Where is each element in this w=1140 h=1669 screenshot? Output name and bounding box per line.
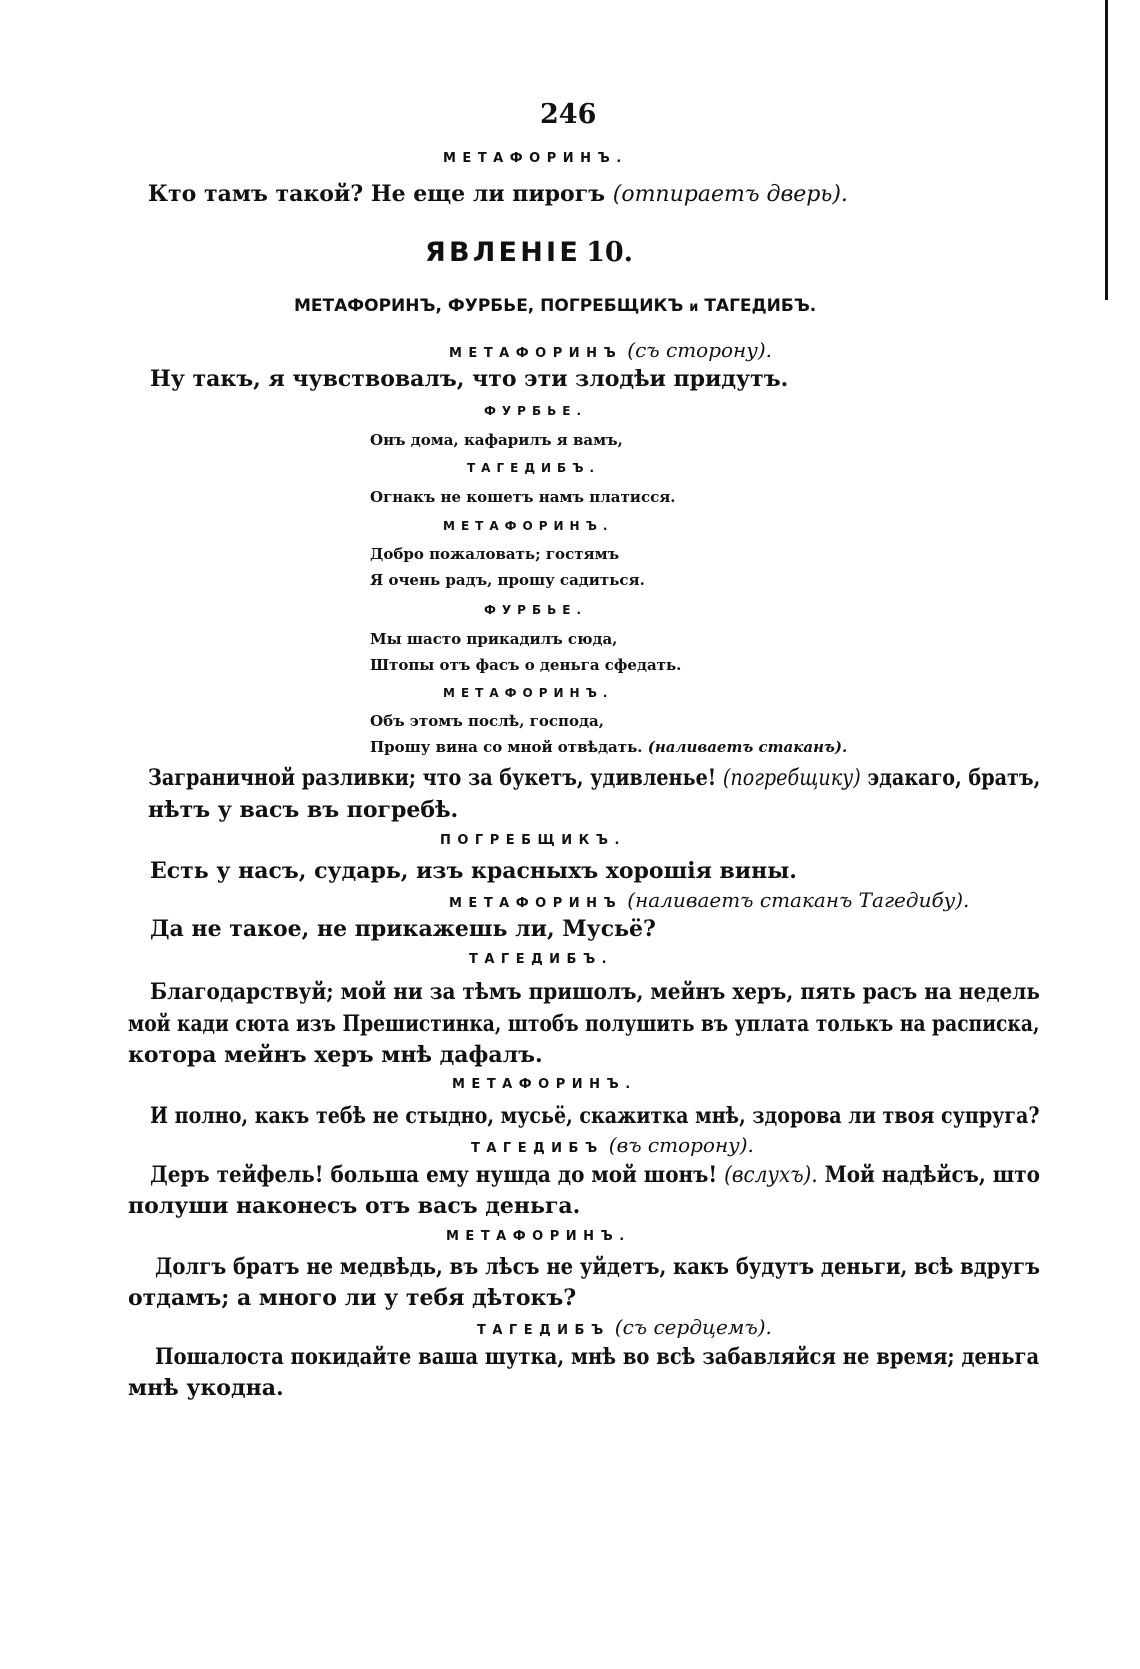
speaker-name: ТАГЕДИБЪ.	[469, 952, 614, 967]
verse-line: Объ этомъ послѣ, господа,	[370, 712, 604, 730]
verse-line: Огнакъ не кошетъ намъ платисся.	[370, 488, 676, 506]
speaker-name: ТАГЕДИБЪ.	[467, 461, 601, 475]
speaker-heading: МЕТАФОРИНЪ (съ сторону).	[449, 338, 772, 362]
speaker-name: МЕТАФОРИНЪ.	[452, 1077, 637, 1092]
speaker-name: МЕТАФОРИНЪ.	[443, 151, 628, 166]
stage-direction: (погребщику)	[722, 766, 861, 791]
verse-line: Прошу вина со мной отвѣдать. (наливаетъ стаканъ).	[370, 738, 848, 756]
speaker-heading: ТАГЕДИБЪ (съ сердцемъ).	[477, 1315, 772, 1339]
verse-line: Я очень радъ, прошу садиться.	[370, 571, 645, 589]
page-number: 246	[540, 99, 597, 130]
speaker-name: МЕТАФОРИНЪ.	[443, 686, 614, 700]
dialogue-line: Кто тамъ такой? Не еще ли пирогъ (отпираетъ дверь).	[148, 181, 848, 207]
dialogue-line: Да не такое, не прикажешь ли, Мусьё?	[150, 916, 656, 942]
verse-line: Добро пожаловать; гостямъ	[370, 545, 620, 563]
speaker-heading: ТАГЕДИБЪ (въ сторону).	[471, 1133, 754, 1157]
dialogue-line: Благодарствуй; мой ни за тѣмъ пришолъ, мейнъ херъ, пять расъ на недель	[150, 979, 1040, 1005]
speaker-name: ПОГРЕБЩИКЪ.	[440, 833, 626, 848]
dialogue-line: Долгъ братъ не медвѣдь, въ лѣсъ не уйдетъ, какъ будутъ деньги, всѣ вдругъ	[155, 1254, 1040, 1280]
dialogue-line: отдамъ; а много ли у тебя дѣтокъ?	[128, 1285, 577, 1311]
dialogue-line: мнѣ укодна.	[128, 1375, 284, 1401]
dialogue-line: полуши наконесъ отъ васъ деньга.	[128, 1193, 581, 1219]
verse-line: Онъ дома, кафарилъ я вамъ,	[370, 431, 623, 449]
dialogue-line: Есть у насъ, сударь, изъ красныхъ хорошія вины.	[150, 858, 797, 884]
stage-direction: (отпираетъ дверь).	[612, 182, 848, 207]
page-edge-line	[1105, 0, 1108, 300]
scene-heading: ЯВЛЕНІЕ 10.	[425, 237, 634, 268]
speaker-name: МЕТАФОРИНЪ.	[446, 1229, 631, 1244]
dialogue-line: мой кади сюта изъ Прешистинка, штобъ полушить въ уплата толькъ на расписка,	[128, 1011, 1040, 1037]
dialogue-line: Заграничной разливки; что за букетъ, удивленье! (погребщику) эдакаго, братъ,	[148, 765, 1041, 791]
stage-direction: (вслухъ).	[724, 1163, 818, 1188]
stage-direction: (наливаетъ стаканъ).	[647, 738, 848, 756]
dialogue-line: Пошалоста покидайте ваша шутка, мнѣ во всѣ забавляйся не время; деньга	[155, 1344, 1040, 1370]
speaker-name: ФУРБЬЕ.	[484, 603, 587, 617]
speaker-name: ФУРБЬЕ.	[484, 404, 587, 418]
dialogue-line: Ну такъ, я чувствовалъ, что эти злодѣи придутъ.	[150, 366, 789, 392]
cast-list: МЕТАФОРИНЪ, ФУРБЬЕ, ПОГРЕБЩИКЪ и ТАГЕДИБЪ.	[294, 296, 817, 316]
verse-line: Штопы отъ фасъ о деньга сфедать.	[370, 656, 682, 674]
speaker-name: МЕТАФОРИНЪ.	[443, 519, 614, 533]
dialogue-line: нѣтъ у васъ въ погребѣ.	[148, 797, 459, 823]
verse-line: Мы шасто прикадилъ сюда,	[370, 630, 618, 648]
speaker-heading: МЕТАФОРИНЪ (наливаетъ стаканъ Тагедибу).	[449, 888, 970, 912]
dialogue-line: Деръ тейфель! больша ему нушда до мой шонъ! (вслухъ). Мой надѣйсъ, што	[150, 1162, 1040, 1188]
dialogue-line: котора мейнъ херъ мнѣ дафалъ.	[128, 1042, 543, 1068]
dialogue-line: И полно, какъ тебѣ не стыдно, мусьё, скажитка мнѣ, здорова ли твоя супруга?	[150, 1103, 1040, 1129]
